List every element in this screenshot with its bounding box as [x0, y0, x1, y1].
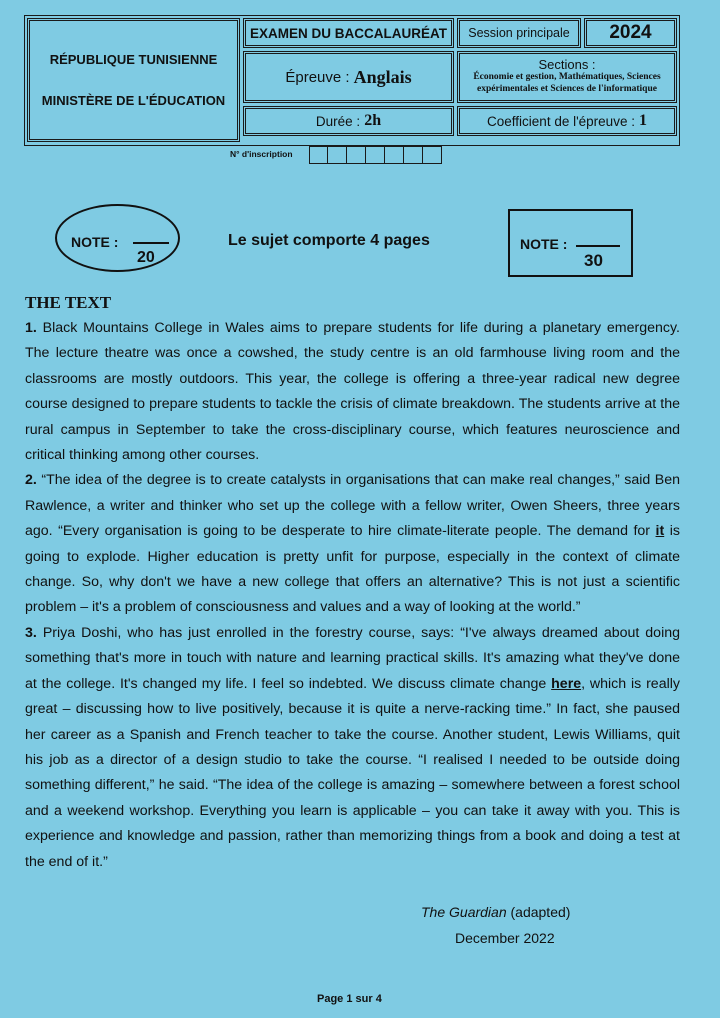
note-total: 30 — [584, 251, 603, 270]
inscription-digit-box[interactable] — [385, 146, 404, 164]
score-line[interactable] — [576, 245, 620, 247]
ministry-name: MINISTÈRE DE L'ÉDUCATION — [41, 93, 226, 108]
note-oval-20 — [55, 204, 180, 272]
duree-value: 2h — [364, 112, 382, 129]
paragraph-2 — [25, 468, 680, 620]
paragraph-text: , which is really great – discussing how to live positively, because it is quite a nerve-racking time.” In fact, she paused her career as a Spanish and French teacher to take the course. Another student, Lewis Williams, quit his job as a director of a design studio to take the course. “I realised I needed to be outside doing something different,” he said. “The idea of the college is amazing – somewhere between a forest school and a weekend workshop. Everything you learn is applicable – you can take it away with you. This is experience and knowledge and passion, rather than memorizing things from a book and doing a test at the end of it.” — [25, 675, 680, 870]
paragraph-3 — [25, 621, 680, 875]
pages-notice: Le sujet comporte 4 pages — [228, 232, 430, 249]
duree-cell — [243, 106, 454, 136]
epreuve-label: Épreuve : — [285, 68, 350, 86]
reading-text — [25, 316, 680, 875]
paragraph-number: 2. — [25, 472, 37, 489]
paragraph-text: “The idea of the degree is to create catalysts in organisations that can make real changes,” said Ben Rawlence, a writer and thinker who set up the college with a fellow writer, Owen Sheers, three years ago. “Every organisation is going to be desperate to hire climate-literate people. The demand for — [25, 472, 680, 540]
coefficient-cell — [457, 106, 677, 136]
source-date: December 2022 — [455, 930, 555, 946]
inscription-digit-box[interactable] — [404, 146, 423, 164]
note-box-30 — [508, 209, 633, 277]
epreuve-cell — [243, 51, 454, 103]
session-label: Session principale — [457, 18, 581, 48]
sections-cell — [457, 51, 677, 103]
exam-year: 2024 — [584, 18, 677, 48]
coefficient-value: 1 — [638, 112, 647, 129]
score-line[interactable] — [133, 242, 169, 244]
paragraph-text: is going to explode. Higher education is pretty unfit for purpose, especially in the context of climate change. So, why don't we have a new college that offers an alternative? This is not just a scientific problem – it's a problem of consciousness and values and a way of looking at the world.” — [25, 523, 680, 616]
paragraph-1 — [25, 316, 680, 468]
inscription-digit-box[interactable] — [328, 146, 347, 164]
institution-box — [27, 18, 240, 142]
duree-label: Durée : — [315, 113, 361, 129]
source-note: (adapted) — [510, 904, 571, 920]
note-label: NOTE : — [520, 236, 568, 252]
page-number: Page 1 sur 4 — [317, 993, 382, 1005]
sections-value: Économie et gestion, Mathématiques, Sciences expérimentales et Sciences de l'informatique — [473, 72, 661, 94]
reference-word-here: here — [551, 675, 582, 692]
inscription-digit-box[interactable] — [309, 146, 328, 164]
inscription-label: N° d'inscription — [230, 149, 293, 159]
paragraph-number: 3. — [25, 624, 37, 641]
paragraph-text: Black Mountains College in Wales aims to prepare students for life during a planetary emergency. The lecture theatre was once a cowshed, the study centre is an old farmhouse living room and the classrooms are mostly outdoors. This year, the college is offering a three-year radical new degree course designed to prepare students to tackle the crisis of climate breakdown. The students arrive at the rural campus in September to take the cross-disciplinary course, which features neuroscience and critical thinking among other courses. — [25, 320, 680, 464]
epreuve-subject: Anglais — [353, 66, 412, 87]
exam-title: EXAMEN DU BACCALAURÉAT — [243, 18, 454, 48]
inscription-digit-box[interactable] — [347, 146, 366, 164]
country-name: RÉPUBLIQUE TUNISIENNE — [49, 52, 218, 67]
sections-label: Sections : — [538, 57, 596, 72]
reference-word-it: it — [655, 523, 665, 540]
inscription-digit-box[interactable] — [366, 146, 385, 164]
source-name: The Guardian — [421, 904, 507, 920]
note-total: 20 — [137, 249, 155, 266]
coefficient-label: Coefficient de l'épreuve : — [487, 113, 635, 129]
inscription-number-field[interactable] — [309, 146, 442, 164]
text-title: THE TEXT — [25, 293, 112, 312]
inscription-digit-box[interactable] — [423, 146, 442, 164]
paragraph-number: 1. — [25, 320, 37, 336]
note-label: NOTE : — [71, 234, 119, 250]
paragraph-text: Priya Doshi, who has just enrolled in the forestry course, says: “I've always dreamed about doing something that's more in touch with nature and learning practical skills. It's amazing what they've done at the college. It's changed my life. I feel so indebted. We discuss climate change — [25, 624, 681, 692]
source-citation — [421, 904, 570, 920]
